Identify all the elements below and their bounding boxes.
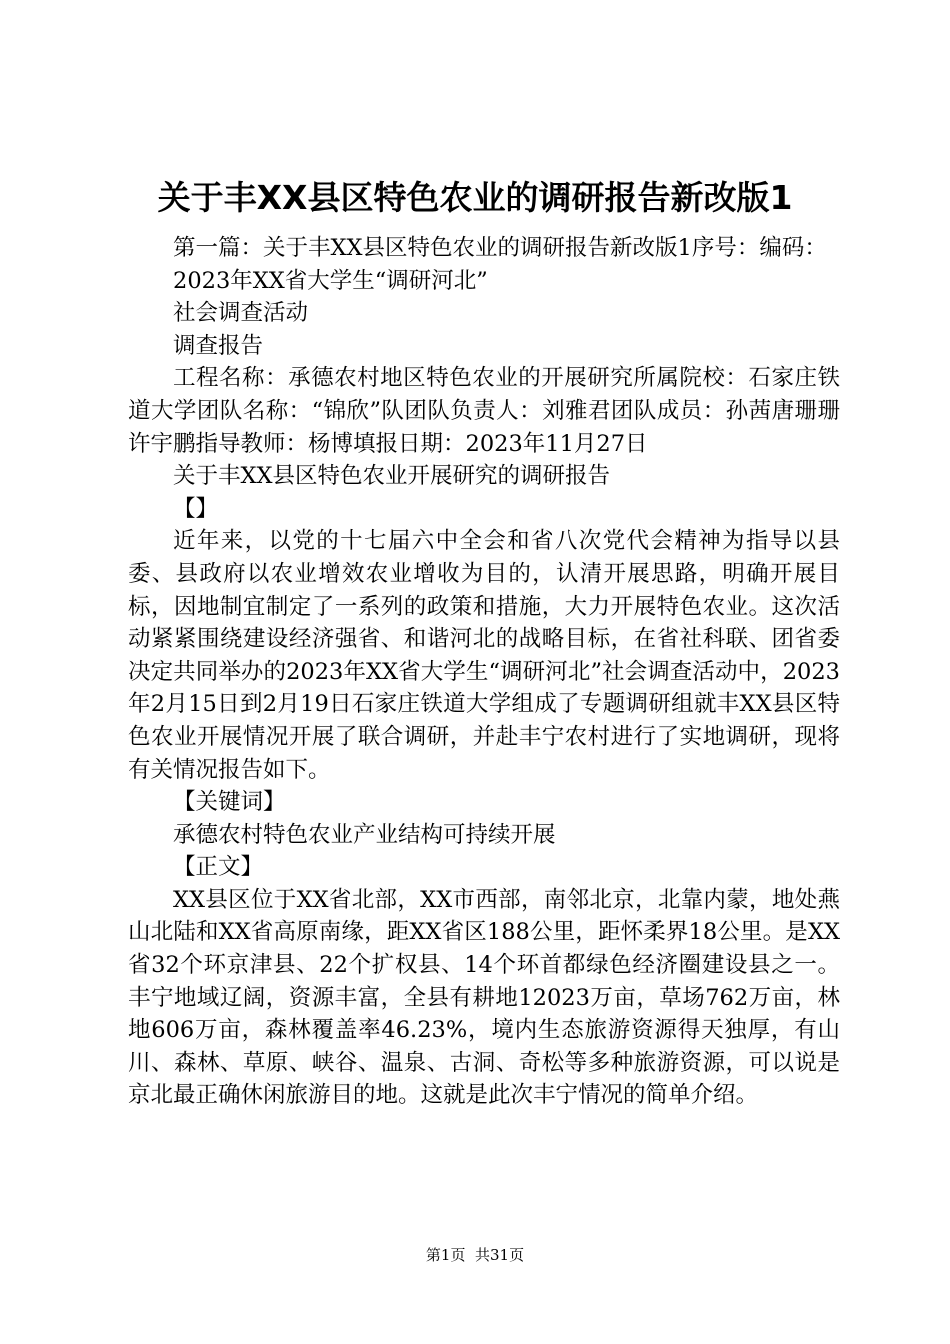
- paragraph-intro: 第一篇：关于丰XX县区特色农业的调研报告新改版1序号：编码：: [173, 235, 827, 261]
- paragraph-body-heading: 【正文】: [173, 854, 264, 881]
- paragraph-abstract: 近年来，以党的十七届六中全会和省八次党代会精神为指导以县委、县政府以农业增效农业增收为目的，认清开展思路，明确开展目标，因地制宜制定了一系列的政策和措施，大力开展特色农业。这次活动紧紧围绕建设经济强省、和谐河北的战略目标，在省社科联、团省委决定共同举办的2023年XX省大学生“调研河北”社会调查活动中，2023年2月15日到2月19日石家庄铁道大学组成了专题调研组就丰XX县区特色农业开展情况开展了联合调研，并赴丰宁农村进行了实地调研，现将有关情况报告如下。: [128, 528, 840, 783]
- page-number: 第1页 共31页: [425, 1246, 525, 1264]
- paragraph-report-title: 关于丰XX县区特色农业开展研究的调研报告: [173, 463, 611, 490]
- paragraph-body: XX县区位于XX省北部，XX市西部，南邻北京，北靠内蒙，地处燕山北陆和XX省高原南缘，距XX省区188公里，距怀柔界18公里。是XX省32个环京津县、22个扩权县、14个环首都绿色经济圈建设县之一。丰宁地域辽阔，资源丰富，全县有耕地12023万亩，草场762万亩，林地606万亩，森林覆盖率46.23%，境内生态旅游资源得天独厚，有山川、森林、草原、峡谷、温泉、古洞、奇松等多种旅游资源，可以说是京北最正确休闲旅游目的地。这就是此次丰宁情况的简单介绍。: [128, 886, 840, 1109]
- document-title: 关于丰XX县区特色农业的调研报告新改版1: [157, 178, 793, 217]
- paragraph-keywords-heading: 【关键词】: [173, 789, 286, 816]
- paragraph-event-type: 社会调查活动: [173, 300, 309, 327]
- document-body: [128, 232, 840, 1112]
- paragraph-abstract-heading: 【】: [173, 495, 219, 522]
- paragraph-keywords: 承德农村特色农业产业结构可持续开展: [173, 821, 556, 848]
- paragraph-report-label: 调查报告: [173, 332, 264, 359]
- paragraph-project-info: 工程名称：承德农村地区特色农业的开展研究所属院校：石家庄铁道大学团队名称：“锦欣”队团队负责人：刘雅君团队成员：孙茜唐珊珊许宇鹏指导教师：杨博填报日期：2023年11月27日: [128, 365, 840, 457]
- paragraph-event-name: 2023年XX省大学生“调研河北”: [173, 267, 488, 294]
